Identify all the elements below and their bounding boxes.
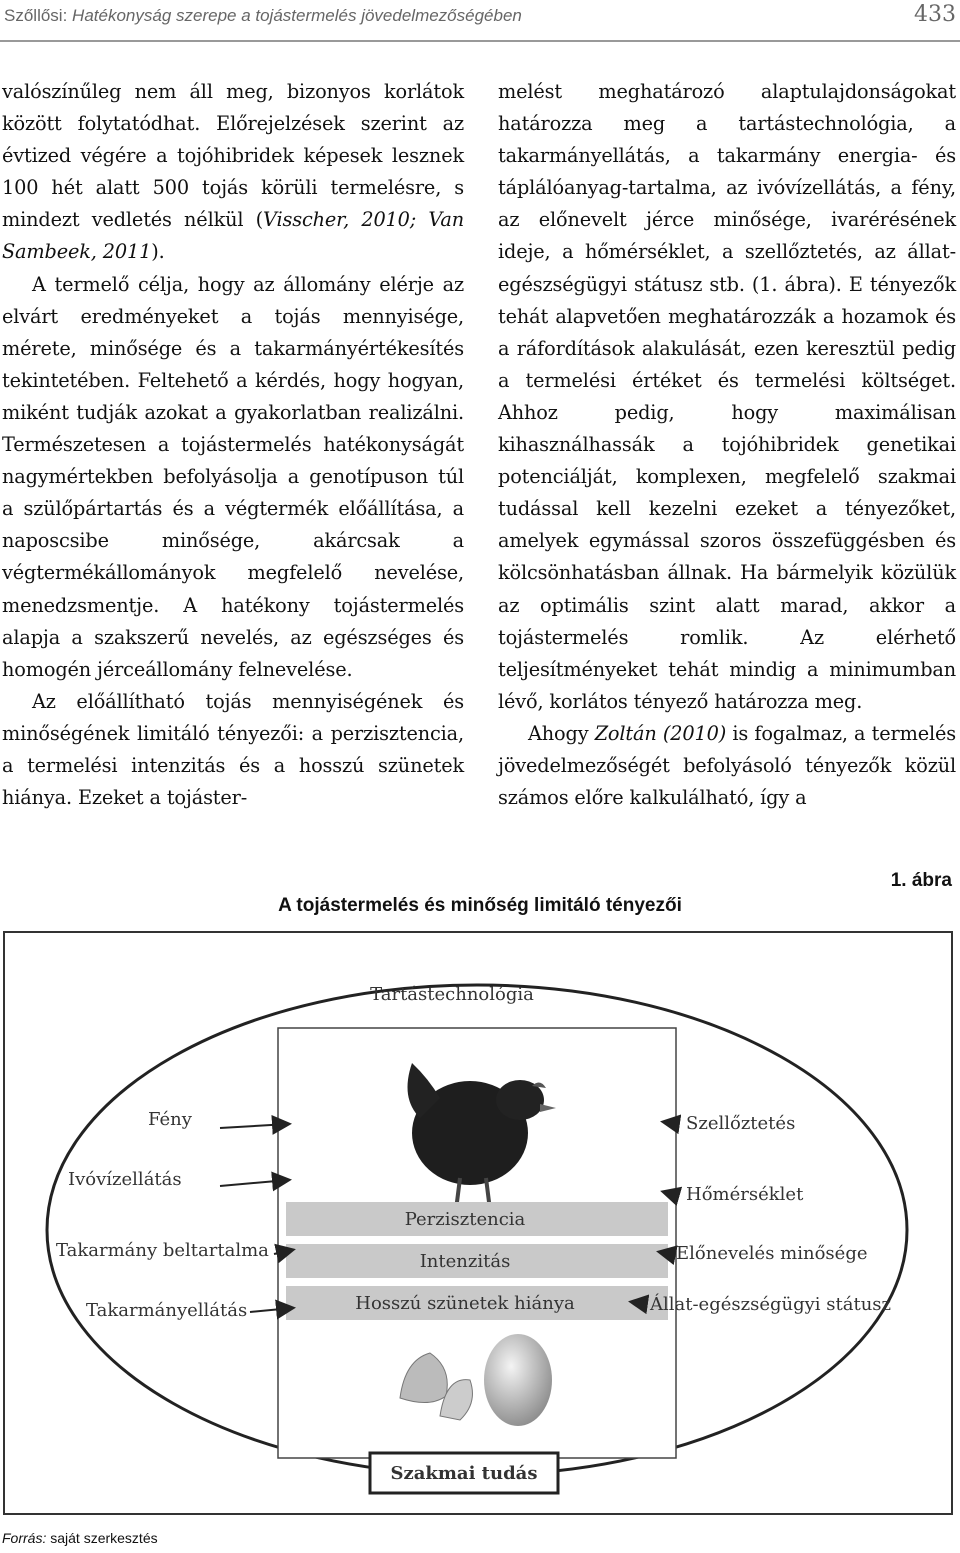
factor-right-3: Előnevelés minősége bbox=[676, 1243, 868, 1264]
citation-zoltan: Zoltán (2010) bbox=[594, 721, 727, 745]
factor-right-2: Hőmérséklet bbox=[686, 1184, 804, 1205]
header-article-title: Hatékonyság szerepe a tojástermelés jövedelmezőségében bbox=[72, 6, 522, 25]
citation-visscher: Visscher, 2010; Van Sambeek, 2011 bbox=[2, 208, 464, 264]
source-label: Forrás: bbox=[2, 1530, 47, 1546]
header-author: Szőllősi: bbox=[4, 6, 68, 25]
header-rule bbox=[0, 40, 960, 42]
figure-diagram bbox=[0, 928, 960, 1518]
bar-label-intensity: Intenzitás bbox=[419, 1251, 511, 1272]
factor-left-2: Ivóvízellátás bbox=[68, 1169, 182, 1190]
right-p2-text: is fogalmaz, a termelés jövedelmezőségét befolyásoló tényezők közül számos előre kalkulálható, így a bbox=[498, 721, 956, 810]
left-p1-text: valószínűleg nem áll meg, bizonyos korlátok között folytatódhat. Előrejelzések szerint az évtized végére a tojóhibridek képesek lesznek 100 hét alatt 500 tojás körüli termelésre, s mindezt vedletés nélkül ( bbox=[2, 80, 464, 232]
right-column bbox=[498, 76, 956, 814]
factor-top: Tartástechnológia bbox=[370, 984, 534, 1005]
factor-left-1: Fény bbox=[148, 1109, 192, 1130]
right-paragraph-1: melést meghatározó alaptulajdonságokat határozza meg a tartástechnológia, a takarmányellátás, a takarmány energia- és táplálóanyag-tartalma, az ivóvízellátás, a fény, az előnevelt jérce minősége, ivarérésének ideje, a hőmérséklet, a szellőztetés, az állat-egészségügyi státusz stb. (1. ábra). E tényezők tehát alapvetően meghatározzák a hozamok és a ráfordítások alakulását, ezen keresztül pedig a termelési értéket és termelési költséget. Ahhoz pedig, hogy maximálisan kihasználhassák a tojóhibridek genetikai potenciálját, komplexen, megfelelő szakmai tudással kell kezelni ezeket a tényezőket, amelyek egymással szoros összefüggésben és kölcsönhatásban állnak. Ha bármelyik közülük az optimális szint alatt marad, akkor a tojástermelés romlik. Az elérhető teljesítményeket tehát mindig a minimumban lévő, korlátos tényező határozza meg. bbox=[498, 80, 956, 713]
diagram-svg bbox=[0, 928, 960, 1518]
header-title bbox=[4, 6, 522, 26]
factor-right-4: Állat-egészségügyi státusz bbox=[650, 1294, 892, 1315]
figure-title: A tojástermelés és minőség limitáló tényezői bbox=[278, 895, 682, 916]
left-column bbox=[2, 76, 464, 814]
factor-left-4: Takarmányellátás bbox=[86, 1300, 248, 1321]
factor-left-3: Takarmány beltartalma bbox=[56, 1240, 269, 1261]
left-paragraph-2: A termelő célja, hogy az állomány elérje az elvárt eredményeket a tojás mennyisége, mérete, minősége és a takarmányértékesítés tekintetében. Feltehető a kérdés, hogy hogyan, miként tudják azokat a gyakorlatban realizálni. Természetesen a tojástermelés hatékonyságát nagymértekben befolyásolja a genotípuson túl a szülőpártartás és a végtermék előállítása, a naposcsibe minősége, akárcsak a végtermékállományok megfelelő nevelése, menedzsmentje. A hatékony tojástermelés alapja a szakszerű nevelés, az egészséges és homogén jérceállomány felnevelése. bbox=[2, 272, 464, 681]
source-text: saját szerkesztés bbox=[46, 1530, 158, 1546]
left-p1-end: ). bbox=[151, 240, 165, 264]
left-paragraph-3: Az előállítható tojás mennyiségének és minőségének limitáló tényezői: a perzisztencia, a termelési intenzitás és a hosszú szünetek hiánya. Ezeket a tojáster- bbox=[2, 689, 464, 810]
factor-right-1: Szellőztetés bbox=[686, 1113, 796, 1134]
figure-source bbox=[2, 1530, 158, 1546]
bar-label-persistence: Perzisztencia bbox=[404, 1209, 526, 1230]
right-p2-start: Ahogy bbox=[528, 721, 595, 745]
figure-label: 1. ábra bbox=[890, 870, 952, 891]
factor-bottom: Szakmai tudás bbox=[390, 1463, 538, 1484]
right-paragraph-2 bbox=[498, 718, 956, 814]
left-paragraph-1 bbox=[2, 76, 464, 269]
bar-label-no-long-pauses: Hosszú szünetek hiánya bbox=[355, 1293, 575, 1314]
running-header bbox=[0, 0, 960, 40]
page-number: 433 bbox=[914, 2, 956, 27]
